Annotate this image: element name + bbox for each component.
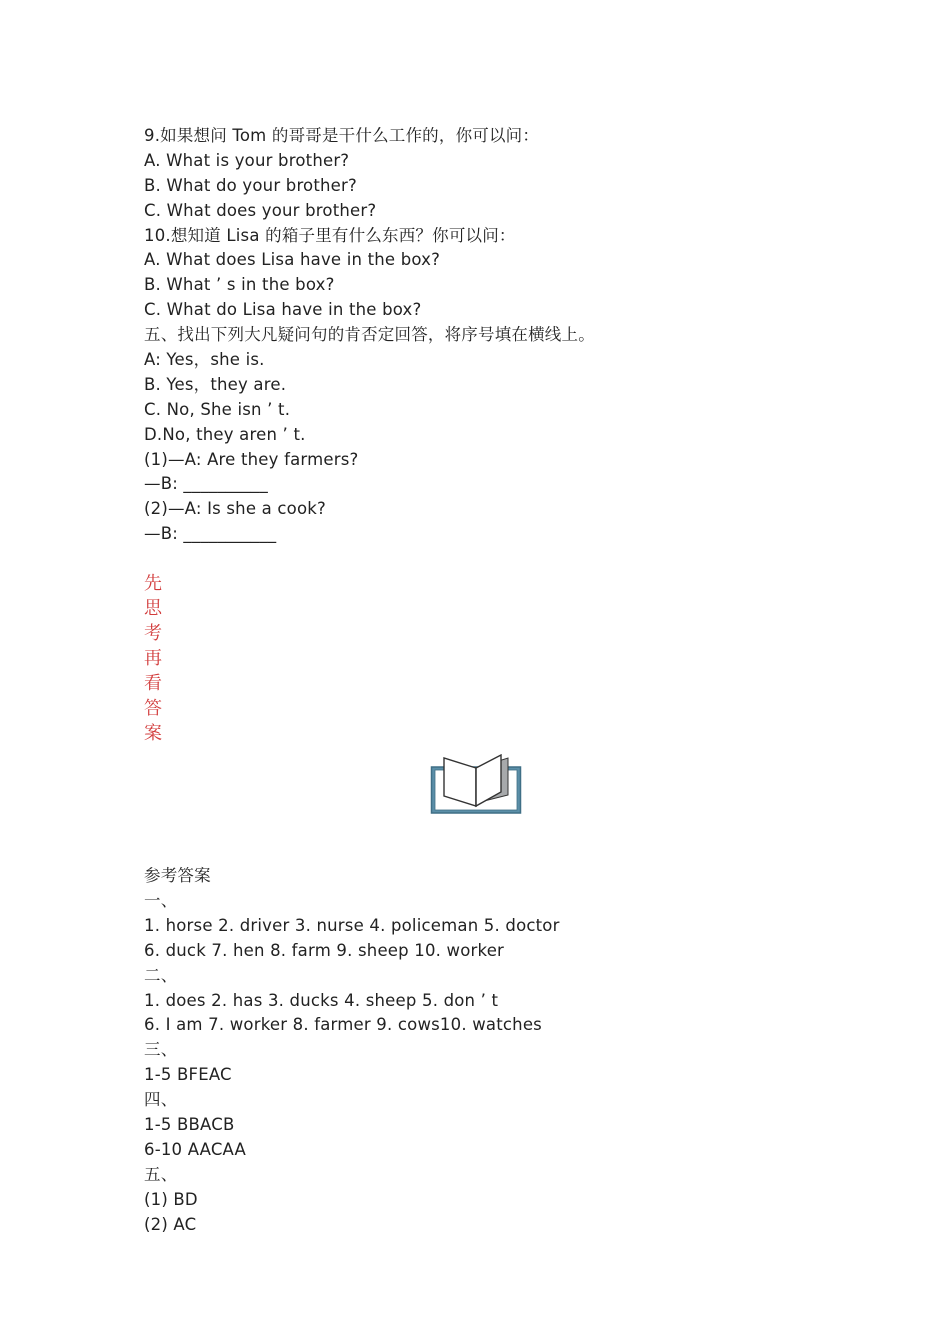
hint-char: 答 bbox=[144, 698, 162, 720]
answer-line: 四、 bbox=[144, 1090, 178, 1110]
answer-line: 6-10 AACAA bbox=[144, 1139, 246, 1159]
section-5-item-2-question: (2)—A: Is she a cook? bbox=[144, 499, 326, 519]
answer-line: 一、 bbox=[144, 891, 178, 911]
section-5-item-1-answer-blank: —B: __________ bbox=[144, 474, 268, 494]
question-9-stem: 9.如果想问 Tom 的哥哥是干什么工作的，你可以问： bbox=[144, 126, 540, 145]
section-5-choice-b: B. Yes，they are. bbox=[144, 374, 287, 394]
answer-line: 二、 bbox=[144, 965, 178, 985]
section-5-title: 五、找出下列大凡疑问句的肯否定回答，将序号填在横线上。 bbox=[144, 325, 595, 345]
question-10-stem: 10.想知道 Lisa 的箱子里有什么东西？你可以问： bbox=[144, 225, 516, 245]
hint-char: 看 bbox=[144, 673, 162, 695]
question-10-option-c: C. What do Lisa have in the box? bbox=[144, 300, 422, 320]
answer-line: (1) BD bbox=[144, 1189, 198, 1209]
answer-line: 1. horse 2. driver 3. nurse 4. policeman 5. doctor bbox=[144, 915, 560, 935]
answer-line: 五、 bbox=[144, 1164, 178, 1184]
section-5-choice-d: D.No, they aren ’ t. bbox=[144, 424, 306, 444]
answer-line: 1-5 BBACB bbox=[144, 1115, 235, 1135]
question-9-option-a: A. What is your brother? bbox=[144, 150, 350, 170]
answer-line: 6. I am 7. worker 8. farmer 9. cows10. watches bbox=[144, 1015, 542, 1035]
answer-line: 6. duck 7. hen 8. farm 9. sheep 10. worker bbox=[144, 940, 505, 960]
question-9-option-b: B. What do your brother? bbox=[144, 175, 357, 195]
document-page bbox=[144, 124, 824, 1238]
think-first-hint bbox=[144, 571, 824, 746]
answer-line: 三、 bbox=[144, 1040, 178, 1060]
section-5-choice-c: C. No, She isn ’ t. bbox=[144, 399, 291, 419]
hint-char: 再 bbox=[144, 648, 162, 670]
section-5-choice-a: A: Yes，she is. bbox=[144, 350, 265, 370]
answer-key bbox=[144, 864, 824, 1237]
question-10-option-a: A. What does Lisa have in the box? bbox=[144, 250, 441, 270]
answer-line: 1-5 BFEAC bbox=[144, 1065, 232, 1085]
hint-char: 先 bbox=[144, 573, 162, 595]
question-10-option-b: B. What ’ s in the box? bbox=[144, 275, 335, 295]
question-9-option-c: C. What does your brother? bbox=[144, 200, 377, 220]
answer-key-title: 参考答案 bbox=[144, 866, 211, 886]
answer-line: 1. does 2. has 3. ducks 4. sheep 5. don ’ t bbox=[144, 990, 499, 1010]
answer-line: (2) AC bbox=[144, 1214, 197, 1234]
section-5-item-2-answer-blank: —B: ___________ bbox=[144, 524, 277, 544]
hint-char: 考 bbox=[144, 623, 162, 645]
open-book-icon bbox=[430, 754, 522, 816]
hint-char: 案 bbox=[144, 723, 162, 745]
hint-char: 思 bbox=[144, 598, 162, 620]
book-illustration bbox=[144, 754, 824, 826]
section-5-item-1-question: (1)—A: Are they farmers? bbox=[144, 449, 359, 469]
